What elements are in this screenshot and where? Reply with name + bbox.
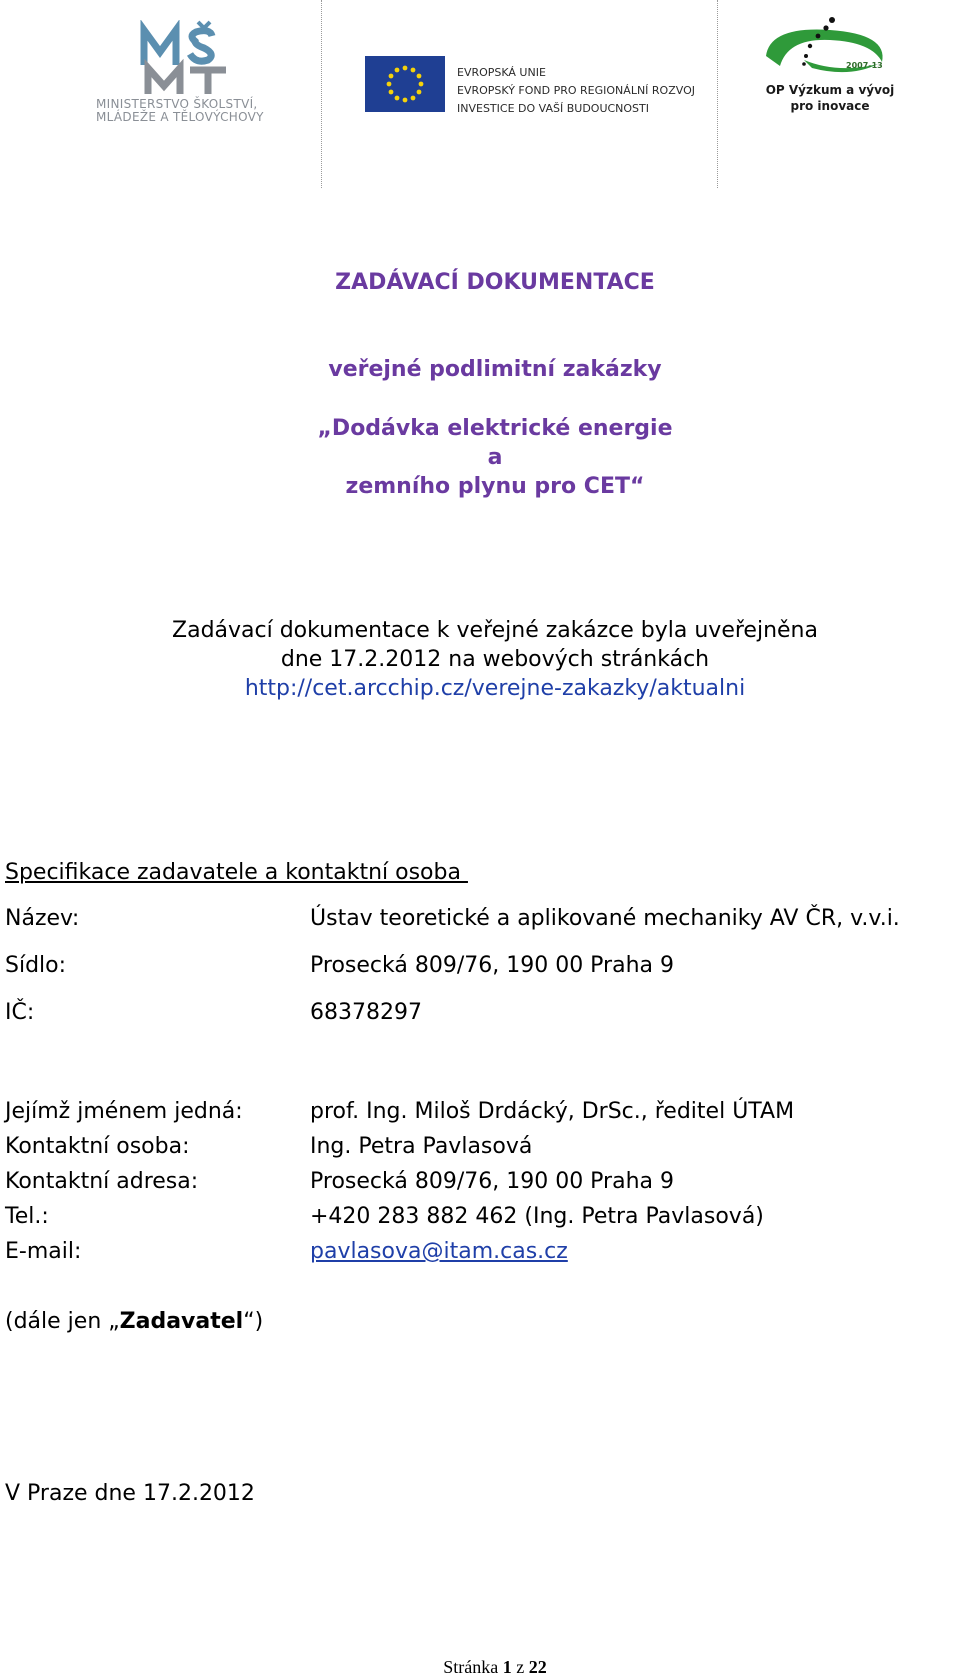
seat-value: Prosecká 809/76, 190 00 Praha 9 xyxy=(310,953,674,978)
name-label: Název: xyxy=(5,906,80,931)
footer-of: z xyxy=(516,1657,525,1677)
contract-name-line2: a xyxy=(487,445,503,470)
note-prefix: (dále jen „ xyxy=(5,1309,120,1334)
publication-line1: Zadávací dokumentace k veřejné zakázce byla uveřejněna xyxy=(172,618,818,643)
seat-label: Sídlo: xyxy=(5,953,67,978)
section-heading: Specifikace zadavatele a kontaktní osoba xyxy=(5,860,468,885)
footer-total: 22 xyxy=(528,1657,547,1677)
op-swoosh-icon xyxy=(760,16,900,80)
ic-value: 68378297 xyxy=(310,1000,422,1025)
document-subtitle: veřejné podlimitní zakázky xyxy=(328,357,662,382)
phone-label: Tel.: xyxy=(5,1204,49,1229)
eu-line1: EVROPSKÁ UNIE xyxy=(457,66,546,79)
op-line1: OP Výzkum a vývoj xyxy=(765,83,895,97)
ic-label: IČ: xyxy=(5,1000,35,1025)
note-bold: Zadavatel xyxy=(119,1309,244,1334)
contact-address-label: Kontaktní adresa: xyxy=(5,1169,199,1194)
contact-address-value: Prosecká 809/76, 190 00 Praha 9 xyxy=(310,1169,674,1194)
eu-text xyxy=(457,64,695,118)
msmt-line2: MLÁDEŽE A TĚLOVÝCHOVY xyxy=(96,110,264,124)
eu-line2: EVROPSKÝ FOND PRO REGIONÁLNÍ ROZVOJ xyxy=(457,84,695,97)
representative-label: Jejímž jménem jedná: xyxy=(5,1099,243,1124)
contract-name xyxy=(0,414,960,501)
place-date: V Praze dne 17.2.2012 xyxy=(5,1481,255,1506)
publication-url-link[interactable]: http://cet.arcchip.cz/verejne-zakazky/aktualni xyxy=(244,676,746,701)
msmt-mark-icon xyxy=(138,20,288,95)
phone-value: +420 283 882 462 (Ing. Petra Pavlasová) xyxy=(310,1204,764,1229)
representative-value: prof. Ing. Miloš Drdácký, DrSc., ředitel ÚTAM xyxy=(310,1099,795,1124)
publication-note xyxy=(0,616,960,703)
header-separator xyxy=(321,0,322,188)
msmt-line1: MINISTERSTVO ŠKOLSTVÍ, xyxy=(96,97,258,111)
footer-label: Stránka xyxy=(443,1657,499,1677)
eu-flag-icon xyxy=(365,56,445,112)
contract-name-line1: „Dodávka elektrické energie xyxy=(317,416,673,441)
name-value: Ústav teoretické a aplikované mechaniky AV ČR, v.v.i. xyxy=(310,906,900,931)
email-link[interactable]: pavlasova@itam.cas.cz xyxy=(310,1239,568,1264)
header-separator-2 xyxy=(717,0,718,188)
contact-person-value: Ing. Petra Pavlasová xyxy=(310,1134,533,1159)
contact-person-label: Kontaktní osoba: xyxy=(5,1134,190,1159)
op-line2: pro inovace xyxy=(790,99,870,113)
contract-name-line3: zemního plynu pro CET“ xyxy=(345,474,645,499)
email-label: E-mail: xyxy=(5,1239,82,1264)
publication-line2: dne 17.2.2012 na webových stránkách xyxy=(280,647,710,672)
op-text xyxy=(760,82,900,114)
footer-page: 1 xyxy=(502,1657,512,1677)
eu-logo xyxy=(365,56,695,116)
op-logo xyxy=(760,16,900,126)
eu-line3: INVESTICE DO VAŠÍ BUDOUCNOSTI xyxy=(457,102,650,115)
msmt-logo xyxy=(90,14,290,124)
document-title: ZADÁVACÍ DOKUMENTACE xyxy=(335,270,655,295)
zadavatel-note xyxy=(5,1309,263,1334)
note-suffix: “) xyxy=(243,1309,264,1334)
op-years: 2007-13 xyxy=(846,61,883,70)
